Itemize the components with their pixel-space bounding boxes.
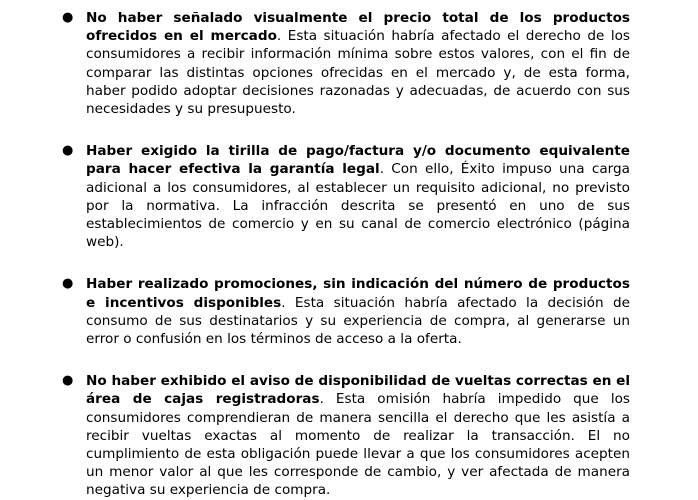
item-lead: Haber realizado promociones, sin indicación del número de productos e incentivos disponibles — [86, 276, 630, 311]
item-text: . Con ello, Éxito impuso una carga adicional a los consumidores, al establecer un requisito adicional, no previsto por la normativa. La infracción descrita se presentó en uno de sus establecimientos de comercio y en su canal de comercio electrónico (página web). — [86, 161, 630, 251]
item-text: . Esta omisión habría impedido que los consumidores comprendieran de manera sencilla el derecho que les asistía a recibir vueltas exactas al momento de realizar la transacción. El no cumplimiento de esta obligación puede llevar a que los consumidores acepten un menor valor al que les corresponde de cambio, y ver afectada de manera negativa su experiencia de compra. — [86, 391, 630, 499]
item-text: . Esta situación habría afectado la decisión de consumo de sus destinatarios y su experiencia de compra, al generarse un error o confusión en los términos de acceso a la oferta. — [86, 294, 630, 348]
item-lead: No haber señalado visualmente el precio total de los productos ofrecidos en el mercado — [86, 10, 630, 45]
list-item — [62, 9, 630, 118]
list-item — [62, 372, 631, 499]
bullet-icon: ● — [62, 143, 74, 159]
bullet-icon: ● — [62, 10, 74, 25]
list-item — [62, 275, 630, 348]
item-lead: Haber exigido la tirilla de pago/factura y/o documento equivalente para hacer efectiva la garantía legal — [86, 143, 630, 178]
bullet-icon: ● — [62, 276, 74, 292]
item-text: . Esta situación habría afectado el derecho de los consumidores a recibir información mínima sobre estos valores, con el fin de comparar las distintas opciones ofrecidas en el mercado y, de esta forma, haber podido adoptar decisiones razonadas y adecuadas, de acuerdo con sus necesidades y su presupuesto. — [86, 28, 630, 118]
list-item — [62, 142, 630, 251]
bullet-list — [62, 9, 631, 500]
bullet-icon: ● — [62, 373, 74, 389]
item-lead: No haber exhibido el aviso de disponibilidad de vueltas correctas en el área de cajas registradoras — [86, 373, 631, 408]
